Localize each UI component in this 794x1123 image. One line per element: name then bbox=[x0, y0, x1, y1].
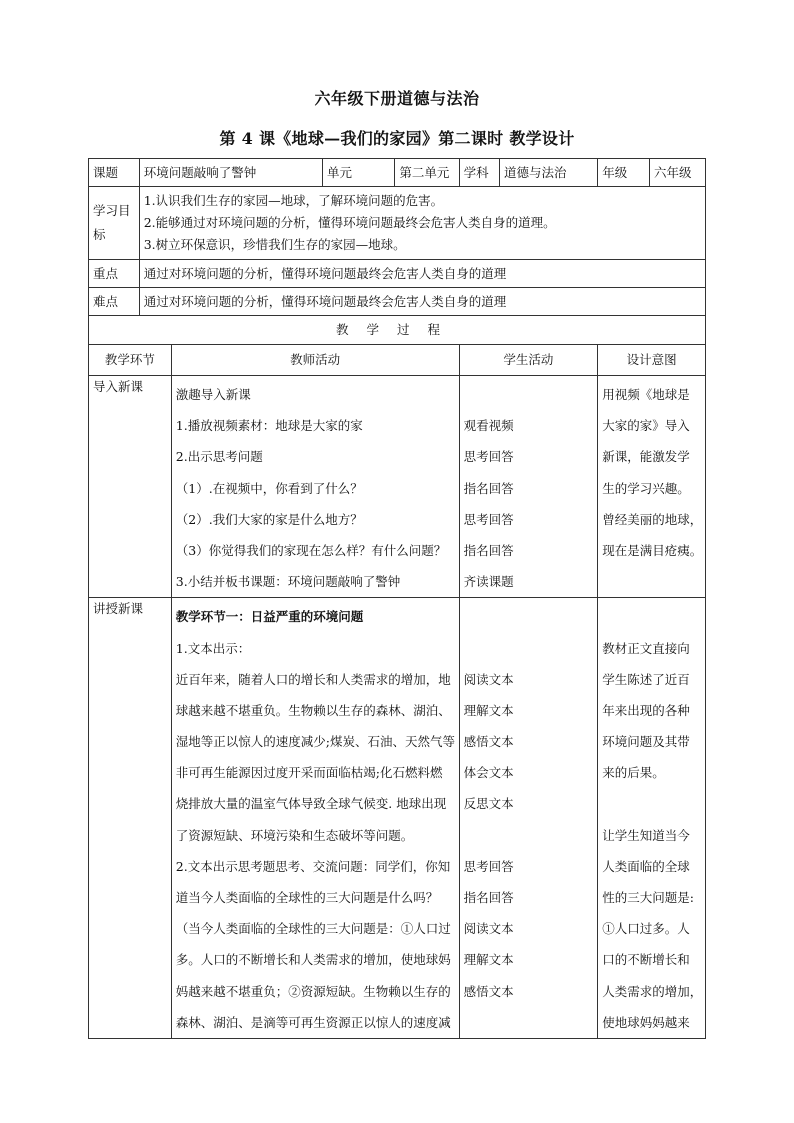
page-title: 六年级下册道德与法治 bbox=[314, 89, 480, 108]
intent-line: 年来出现的各种 bbox=[602, 702, 690, 718]
section-intro-student bbox=[459, 376, 598, 598]
section-intro-row bbox=[89, 376, 706, 598]
student-line: 理解文本 bbox=[463, 952, 514, 968]
teacher-line: 非可再生能源因过度开采而面临枯竭;化石燃料燃 bbox=[175, 765, 443, 781]
student-line: 思考回答 bbox=[463, 511, 514, 527]
col-header-stage: 教学环节 bbox=[89, 345, 172, 376]
student-line: 齐读课题 bbox=[463, 574, 514, 590]
intent-line: 人类需求的增加， bbox=[602, 983, 703, 999]
student-line: 思考回答 bbox=[463, 858, 514, 874]
info-row bbox=[89, 159, 706, 187]
student-line: 反思文本 bbox=[463, 796, 514, 812]
intent-line: 来的后果。 bbox=[602, 765, 665, 781]
teacher-line: 2.文本出示思考题思考、交流问题：同学们，你知 bbox=[175, 858, 451, 874]
subject-value: 道德与法治 bbox=[499, 159, 597, 187]
section-teach-teacher bbox=[171, 598, 459, 1039]
section-teach-student bbox=[459, 598, 598, 1039]
intent-line: 大家的家》导入 bbox=[602, 418, 690, 434]
teacher-line: （当今人类面临的全球性的三大问题是：①人口过 bbox=[175, 921, 451, 937]
goals-row bbox=[89, 187, 706, 260]
teacher-line: 教学环节一：日益严重的环境问题 bbox=[175, 609, 364, 625]
teacher-line: 2.出示思考问题 bbox=[175, 449, 263, 465]
student-line: 阅读文本 bbox=[463, 921, 514, 937]
teacher-line: 1.播放视频素材：地球是大家的家 bbox=[175, 418, 363, 434]
intent-line: 曾经美丽的地球， bbox=[602, 511, 703, 527]
student-line: 观看视频 bbox=[463, 418, 514, 434]
student-line bbox=[464, 379, 594, 410]
subject-label: 学科 bbox=[459, 159, 499, 187]
intent-line: 现在是满目疮痍。 bbox=[602, 542, 703, 558]
teacher-line: 3.小结并板书课题：环境问题敲响了警钟 bbox=[175, 574, 401, 590]
key-point-label: 重点 bbox=[89, 260, 140, 288]
goals-content bbox=[139, 187, 705, 260]
lesson-plan-table bbox=[88, 158, 706, 1039]
key-point-row bbox=[89, 260, 706, 288]
student-line: 指名回答 bbox=[463, 542, 514, 558]
teacher-line: 激趣导入新课 bbox=[175, 387, 251, 402]
intent-line: 教材正文直接向 bbox=[602, 640, 690, 656]
column-header-row bbox=[89, 345, 706, 376]
intent-line: 生的学习兴趣。 bbox=[602, 480, 690, 496]
teacher-line: 1.文本出示： bbox=[175, 640, 251, 656]
grade-label: 年级 bbox=[598, 159, 650, 187]
col-header-teacher: 教师活动 bbox=[171, 345, 459, 376]
teacher-line: 了资源短缺、环境污染和生态破坏等问题。 bbox=[175, 827, 414, 843]
section-teach-intent bbox=[598, 598, 706, 1039]
teacher-line: 近百年来，随着人口的增长和人类需求的增加，地 bbox=[175, 671, 451, 687]
teacher-line: 湿地等正以惊人的速度减少;煤炭、石油、天然气等 bbox=[175, 734, 456, 750]
teacher-line: 多。人口的不断增长和人类需求的增加，使地球妈 bbox=[175, 952, 451, 968]
student-line: 体会文本 bbox=[463, 765, 514, 781]
intent-line: ①人口过多。人 bbox=[602, 921, 690, 937]
intent-line: 使地球妈妈越来 bbox=[602, 1014, 690, 1030]
student-line bbox=[464, 601, 594, 632]
intent-line: 学生陈述了近百 bbox=[602, 671, 690, 687]
student-line: 指名回答 bbox=[463, 890, 514, 905]
teacher-line: 球越来越不堪重负。生物赖以生存的森林、湖泊、 bbox=[175, 702, 451, 718]
intent-line: 用视频《地球是 bbox=[602, 387, 690, 402]
lesson-title: 第 4 课《地球—我们的家园》第二课时 教学设计 bbox=[219, 129, 575, 148]
student-line: 感悟文本 bbox=[463, 983, 514, 999]
goal-item: 1.认识我们生存的家园—地球，了解环境问题的危害。 bbox=[143, 193, 444, 208]
student-line: 理解文本 bbox=[463, 702, 514, 718]
grade-value: 六年级 bbox=[650, 159, 706, 187]
topic-label: 课题 bbox=[89, 159, 140, 187]
intent-line: 性的三大问题是: bbox=[602, 890, 694, 905]
section-teach-row bbox=[89, 598, 706, 1039]
student-line: 指名回答 bbox=[463, 480, 514, 496]
intent-line bbox=[602, 788, 701, 819]
teacher-line: （3）你觉得我们的家现在怎么样？有什么问题？ bbox=[175, 542, 447, 558]
goals-label: 学习目标 bbox=[89, 187, 140, 260]
teacher-line: 妈越来越不堪重负；②资源短缺。生物赖以生存的 bbox=[175, 983, 451, 999]
key-point-value: 通过对环境问题的分析，懂得环境问题最终会危害人类自身的道理 bbox=[139, 260, 705, 288]
intent-line: 口的不断增长和 bbox=[602, 952, 690, 968]
student-line bbox=[464, 1007, 594, 1038]
difficulty-row bbox=[89, 288, 706, 316]
intent-line: 让学生知道当今 bbox=[602, 827, 690, 843]
student-line bbox=[464, 633, 594, 664]
goal-item: 2.能够通过对环境问题的分析，懂得环境问题最终会危害人类自身的道理。 bbox=[143, 215, 556, 230]
section-teach-name: 讲授新课 bbox=[89, 598, 172, 1039]
teacher-line: 烧排放大量的温室气体导致全球气候变. 地球出现 bbox=[175, 796, 447, 812]
difficulty-value: 通过对环境问题的分析，懂得环境问题最终会危害人类自身的道理 bbox=[139, 288, 705, 316]
teacher-line: 森林、湖泊、是滴等可再生资源正以惊人的速度减 bbox=[175, 1014, 451, 1030]
unit-label: 单元 bbox=[322, 159, 394, 187]
unit-value: 第二单元 bbox=[395, 159, 459, 187]
intent-line: 环境问题及其带 bbox=[602, 734, 690, 750]
col-header-intent: 设计意图 bbox=[598, 345, 706, 376]
student-line: 阅读文本 bbox=[463, 671, 514, 687]
student-line: 感悟文本 bbox=[463, 734, 514, 750]
teacher-line: 道当今人类面临的全球性的三大问题是什么吗？ bbox=[175, 890, 439, 905]
intent-line bbox=[602, 601, 701, 632]
col-header-student: 学生活动 bbox=[459, 345, 598, 376]
section-intro-name: 导入新课 bbox=[89, 376, 172, 598]
intent-line: 新课，能激发学 bbox=[602, 449, 690, 465]
student-line: 思考回答 bbox=[463, 449, 514, 465]
process-header-row bbox=[89, 316, 706, 345]
student-line bbox=[464, 820, 594, 851]
section-intro-intent bbox=[598, 376, 706, 598]
teacher-line: （2）.我们大家的家是什么地方？ bbox=[175, 511, 363, 527]
process-header: 教学过程 bbox=[89, 316, 706, 345]
intent-line: 人类面临的全球 bbox=[602, 858, 690, 874]
teacher-line: （1）.在视频中，你看到了什么？ bbox=[175, 480, 363, 496]
section-intro-teacher bbox=[171, 376, 459, 598]
goal-item: 3.树立环保意识，珍惜我们生存的家园—地球。 bbox=[143, 237, 406, 252]
intent-line bbox=[602, 566, 701, 597]
difficulty-label: 难点 bbox=[89, 288, 140, 316]
topic-value: 环境问题敲响了警钟 bbox=[139, 159, 322, 187]
